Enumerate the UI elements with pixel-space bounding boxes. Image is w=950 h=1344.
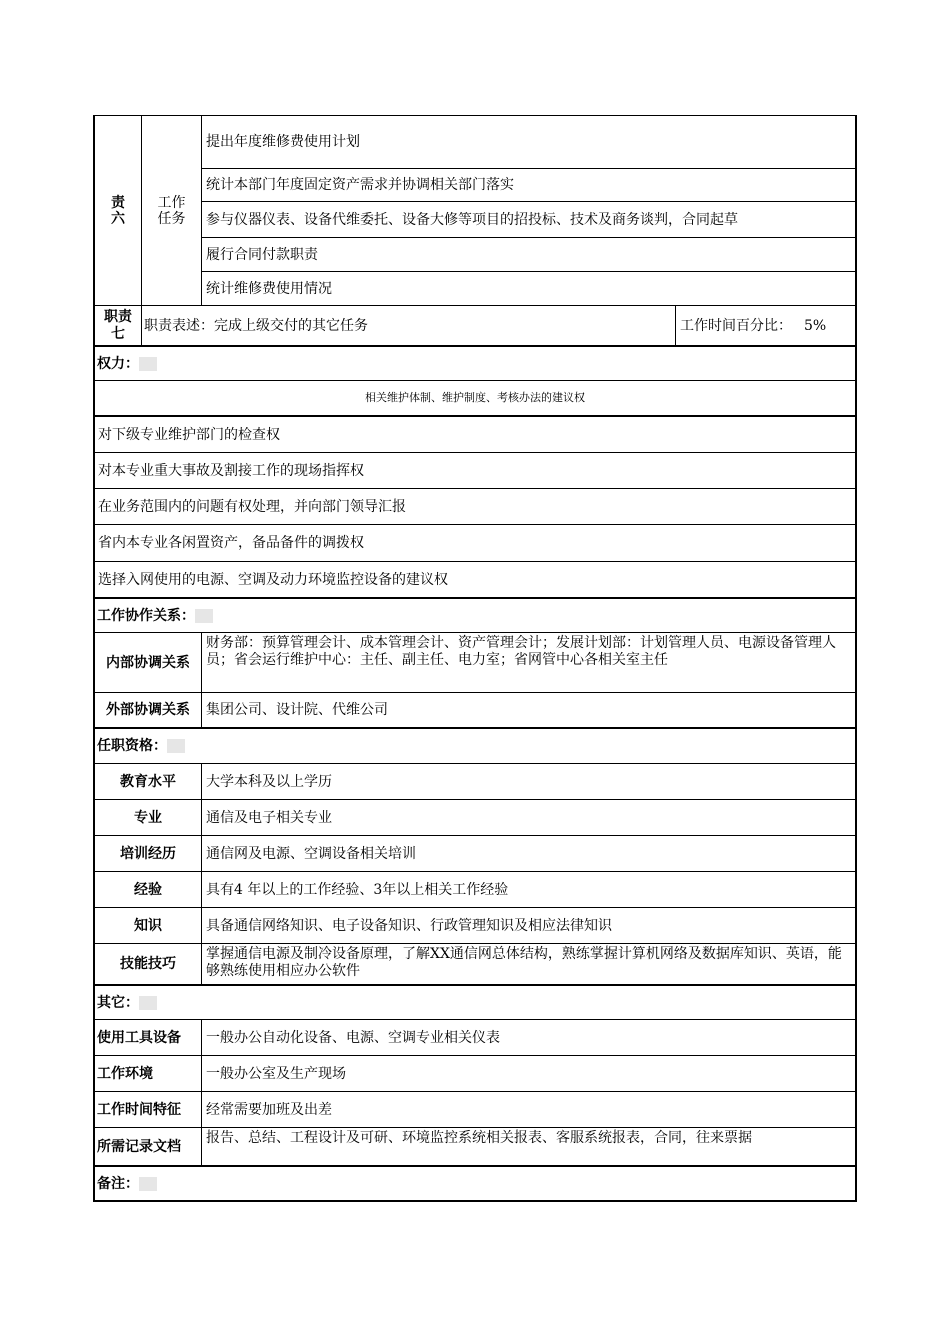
- duty-6-label: 责 六: [111, 194, 125, 227]
- remarks-row: [95, 1165, 855, 1200]
- remarks-title: 备注：: [97, 1175, 139, 1192]
- qualification-value: 掌握通信电源及制冷设备原理，了解XX通信网总体结构，熟练掌握计算机网络及数据库知识、英语，能够熟练使用相应办公软件: [201, 944, 855, 984]
- duty-6-task: 统计本部门年度固定资产需求并协调相关部门落实: [202, 168, 855, 201]
- authority-item-text: 省内本专业各闲置资产，备品备件的调拨权: [98, 535, 364, 551]
- qualification-value: 通信网及电源、空调设备相关培训: [201, 836, 855, 871]
- qualification-label: 知识: [134, 917, 162, 934]
- duty-7-time: [675, 306, 855, 345]
- duty-6-sublabel: 工作 任务: [141, 116, 201, 305]
- authority-item: [95, 488, 855, 524]
- authority-item: [95, 561, 855, 597]
- time-percentage-label: 工作时间百分比：: [680, 317, 792, 334]
- other-value: 一般办公自动化设备、电源、空调专业相关仪表: [201, 1020, 855, 1055]
- job-description-table: [93, 115, 857, 1202]
- authority-item-text: 在业务范围内的问题有权处理，并向部门领导汇报: [98, 498, 406, 515]
- duty-7-description: 职责表述：完成上级交付的其它任务: [141, 306, 675, 345]
- duty-6-task: 参与仪器仪表、设备代维委托、设备大修等项目的招投标、技术及商务谈判，合同起草: [202, 201, 855, 237]
- qualification-label: 教育水平: [120, 773, 176, 790]
- qualification-row: [95, 871, 855, 907]
- internal-coordination-label: 内部协调关系: [106, 654, 190, 671]
- authority-header: [95, 345, 855, 380]
- authority-item: [95, 524, 855, 561]
- other-label: 工作环境: [97, 1065, 153, 1082]
- other-value: 报告、总结、工程设计及可研、环境监控系统相关报表、客服系统报表，合同，往来票据: [201, 1128, 855, 1165]
- qualification-label: 培训经历: [120, 845, 176, 862]
- authority-item: [95, 380, 855, 416]
- duty-6-block: [95, 115, 855, 305]
- qualification-label: 技能技巧: [120, 956, 176, 972]
- qualification-value: 具有4 年以上的工作经验、3年以上相关工作经验: [201, 872, 855, 907]
- qualification-row: [95, 943, 855, 984]
- qualification-header: [95, 727, 855, 763]
- qualification-row: [95, 799, 855, 835]
- authority-item: [95, 452, 855, 488]
- other-row: [95, 1091, 855, 1127]
- authority-item-text: 选择入网使用的电源、空调及动力环境监控设备的建议权: [98, 571, 448, 588]
- qualification-row: [95, 835, 855, 871]
- qualification-label: 专业: [134, 809, 162, 826]
- qualification-title: 任职资格：: [97, 738, 167, 754]
- time-percentage-value: 5%: [804, 317, 827, 334]
- duty-6-task-list: [201, 116, 855, 305]
- other-label: 使用工具设备: [97, 1029, 181, 1046]
- other-label: 所需记录文档: [97, 1138, 181, 1155]
- qualification-label: 经验: [134, 881, 162, 898]
- duty-6-task: 统计维修费使用情况: [202, 271, 855, 305]
- other-label: 工作时间特征: [97, 1101, 181, 1118]
- qualification-value: 通信及电子相关专业: [201, 800, 855, 835]
- internal-coordination-value: 财务部：预算管理会计、成本管理会计、资产管理会计；发展计划部：计划管理人员、电源设备管理人员；省会运行维护中心：主任、副主任、电力室；省网管中心各相关室主任: [201, 633, 855, 692]
- qualification-row: [95, 763, 855, 799]
- authority-item: [95, 416, 855, 452]
- external-coordination-label: 外部协调关系: [106, 702, 190, 718]
- authority-title: 权力：: [97, 355, 139, 372]
- duty-7-row: [95, 305, 855, 345]
- external-coordination-value: 集团公司、设计院、代维公司: [201, 693, 855, 727]
- duty-6-task: 提出年度维修费使用计划: [206, 134, 360, 150]
- duty-7-label: 职责 七: [104, 308, 132, 342]
- qualification-value: 具备通信网络知识、电子设备知识、行政管理知识及相应法律知识: [201, 908, 855, 943]
- other-title: 其它：: [97, 994, 139, 1011]
- qualification-row: [95, 907, 855, 943]
- duty-6-task: 履行合同付款职责: [202, 237, 855, 271]
- authority-item-text: 对下级专业维护部门的检查权: [98, 426, 280, 443]
- other-row: [95, 1127, 855, 1165]
- other-row: [95, 1019, 855, 1055]
- qualification-value: 大学本科及以上学历: [201, 764, 855, 799]
- other-value: 经常需要加班及出差: [201, 1092, 855, 1127]
- cooperation-title: 工作协作关系：: [97, 607, 195, 624]
- cooperation-header: [95, 597, 855, 632]
- authority-item-text: 相关维护体制、维护制度、考核办法的建议权: [365, 391, 585, 404]
- internal-coordination-row: [95, 632, 855, 692]
- other-header: [95, 984, 855, 1019]
- external-coordination-row: [95, 692, 855, 727]
- other-value: 一般办公室及生产现场: [201, 1056, 855, 1091]
- authority-item-text: 对本专业重大事故及割接工作的现场指挥权: [98, 462, 364, 479]
- other-row: [95, 1055, 855, 1091]
